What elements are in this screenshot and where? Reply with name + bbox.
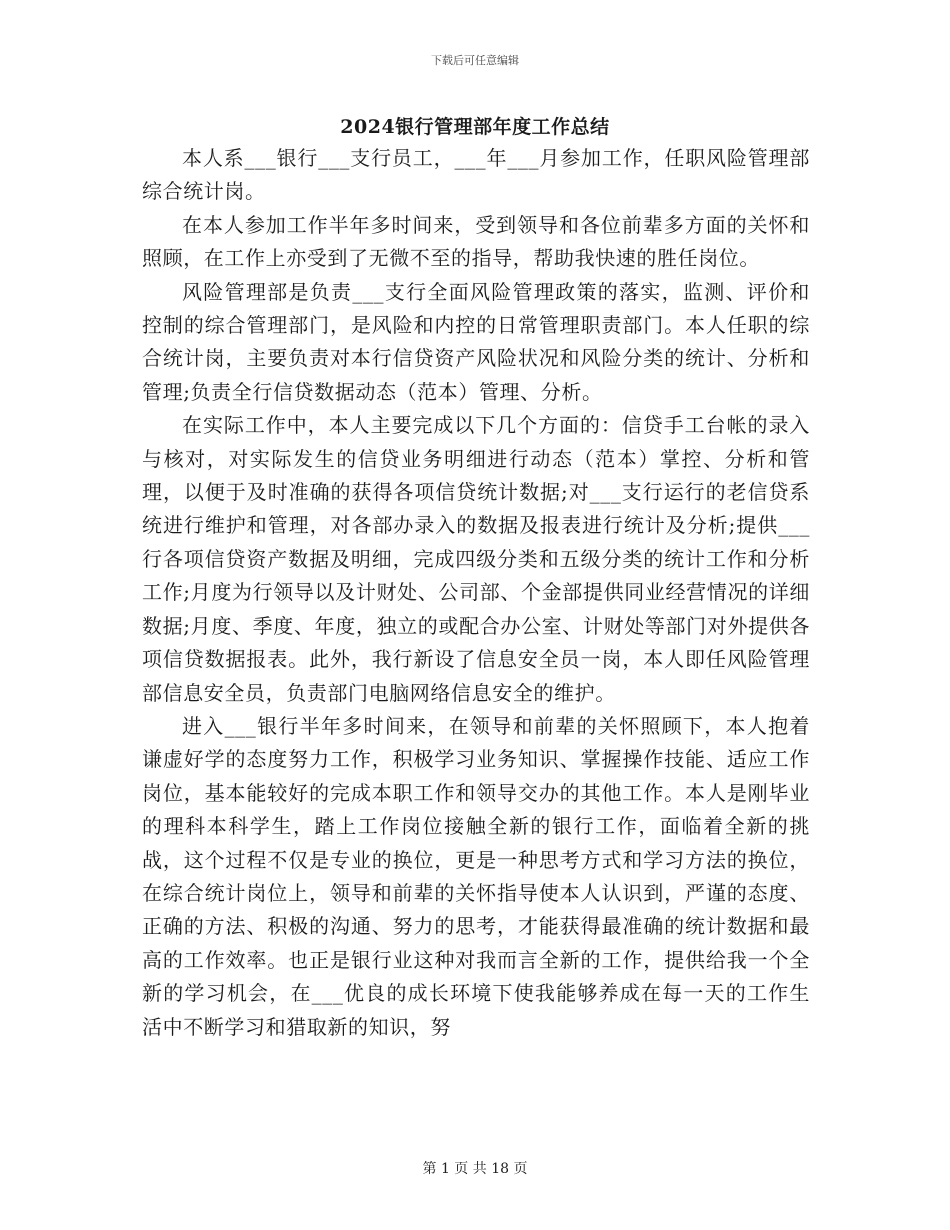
paragraph-1: 本人系___银行___支行员工，___年___月参加工作，任职风险管理部综合统计岗。 (142, 146, 810, 204)
paragraph-2: 在本人参加工作半年多时间来，受到领导和各位前辈多方面的关怀和照顾，在工作上亦受到了无微不至的指导，帮助我快速的胜任岗位。 (142, 212, 810, 271)
document-title: 2024银行管理部年度工作总结 (340, 116, 610, 138)
paragraph-5: 进入___银行半年多时间来，在领导和前辈的关怀照顾下，本人抱着谦虚好学的态度努力工作，积极学习业务知识、掌握操作技能、适应工作岗位，基本能较好的完成本职工作和领导交办的其他工作。本人是刚毕业的理科本科学生，踏上工作岗位接触全新的银行工作，面临着全新的挑战，这个过程不仅是专业的换位，更是一种思考方式和学习方法的换位，在综合统计岗位上，领导和前辈的关怀指导使本人认识到，严谨的态度、正确的方法、积极的沟通、努力的思考，才能获得最准确的统计数据和最高的工作效率。也正是银行业这种对我而言全新的工作，提供给我一个全新的学习机会，在___优良的成长环境下使我能够养成在每一天的工作生活中不断学习和猎取新的知识，努 (142, 713, 810, 1039)
paragraph-3: 风险管理部是负责___支行全面风险管理政策的落实，监测、评价和控制的综合管理部门，是风险和内控的日常管理职责部门。本人任职的综合统计岗，主要负责对本行信贷资产风险状况和风险分类的统计、分析和管理;负责全行信贷数据动态（范本）管理、分析。 (142, 279, 810, 404)
page-number-footer: 第 1 页 共 18 页 (422, 1161, 528, 1177)
paragraph-4: 在实际工作中，本人主要完成以下几个方面的：信贷手工台帐的录入与核对，对实际发生的信贷业务明细进行动态（范本）掌控、分析和管理，以便于及时准确的获得各项信贷统计数据;对___支行运行的老信贷系统进行维护和管理，对各部办录入的数据及报表进行统计及分析;提供___行各项信贷资产数据及明细，完成四级分类和五级分类的统计工作和分析工作;月度为行领导以及计财处、公司部、个金部提供同业经营情况的详细数据;月度、季度、年度，独立的或配合办公室、计财处等部门对外提供各项信贷数据报表。此外，我行新设了信息安全员一岗，本人即任风险管理部信息安全员，负责部门电脑网络信息安全的维护。 (142, 413, 810, 705)
page-header: 下载后可任意编辑 (431, 54, 519, 67)
document-body (142, 142, 810, 1044)
